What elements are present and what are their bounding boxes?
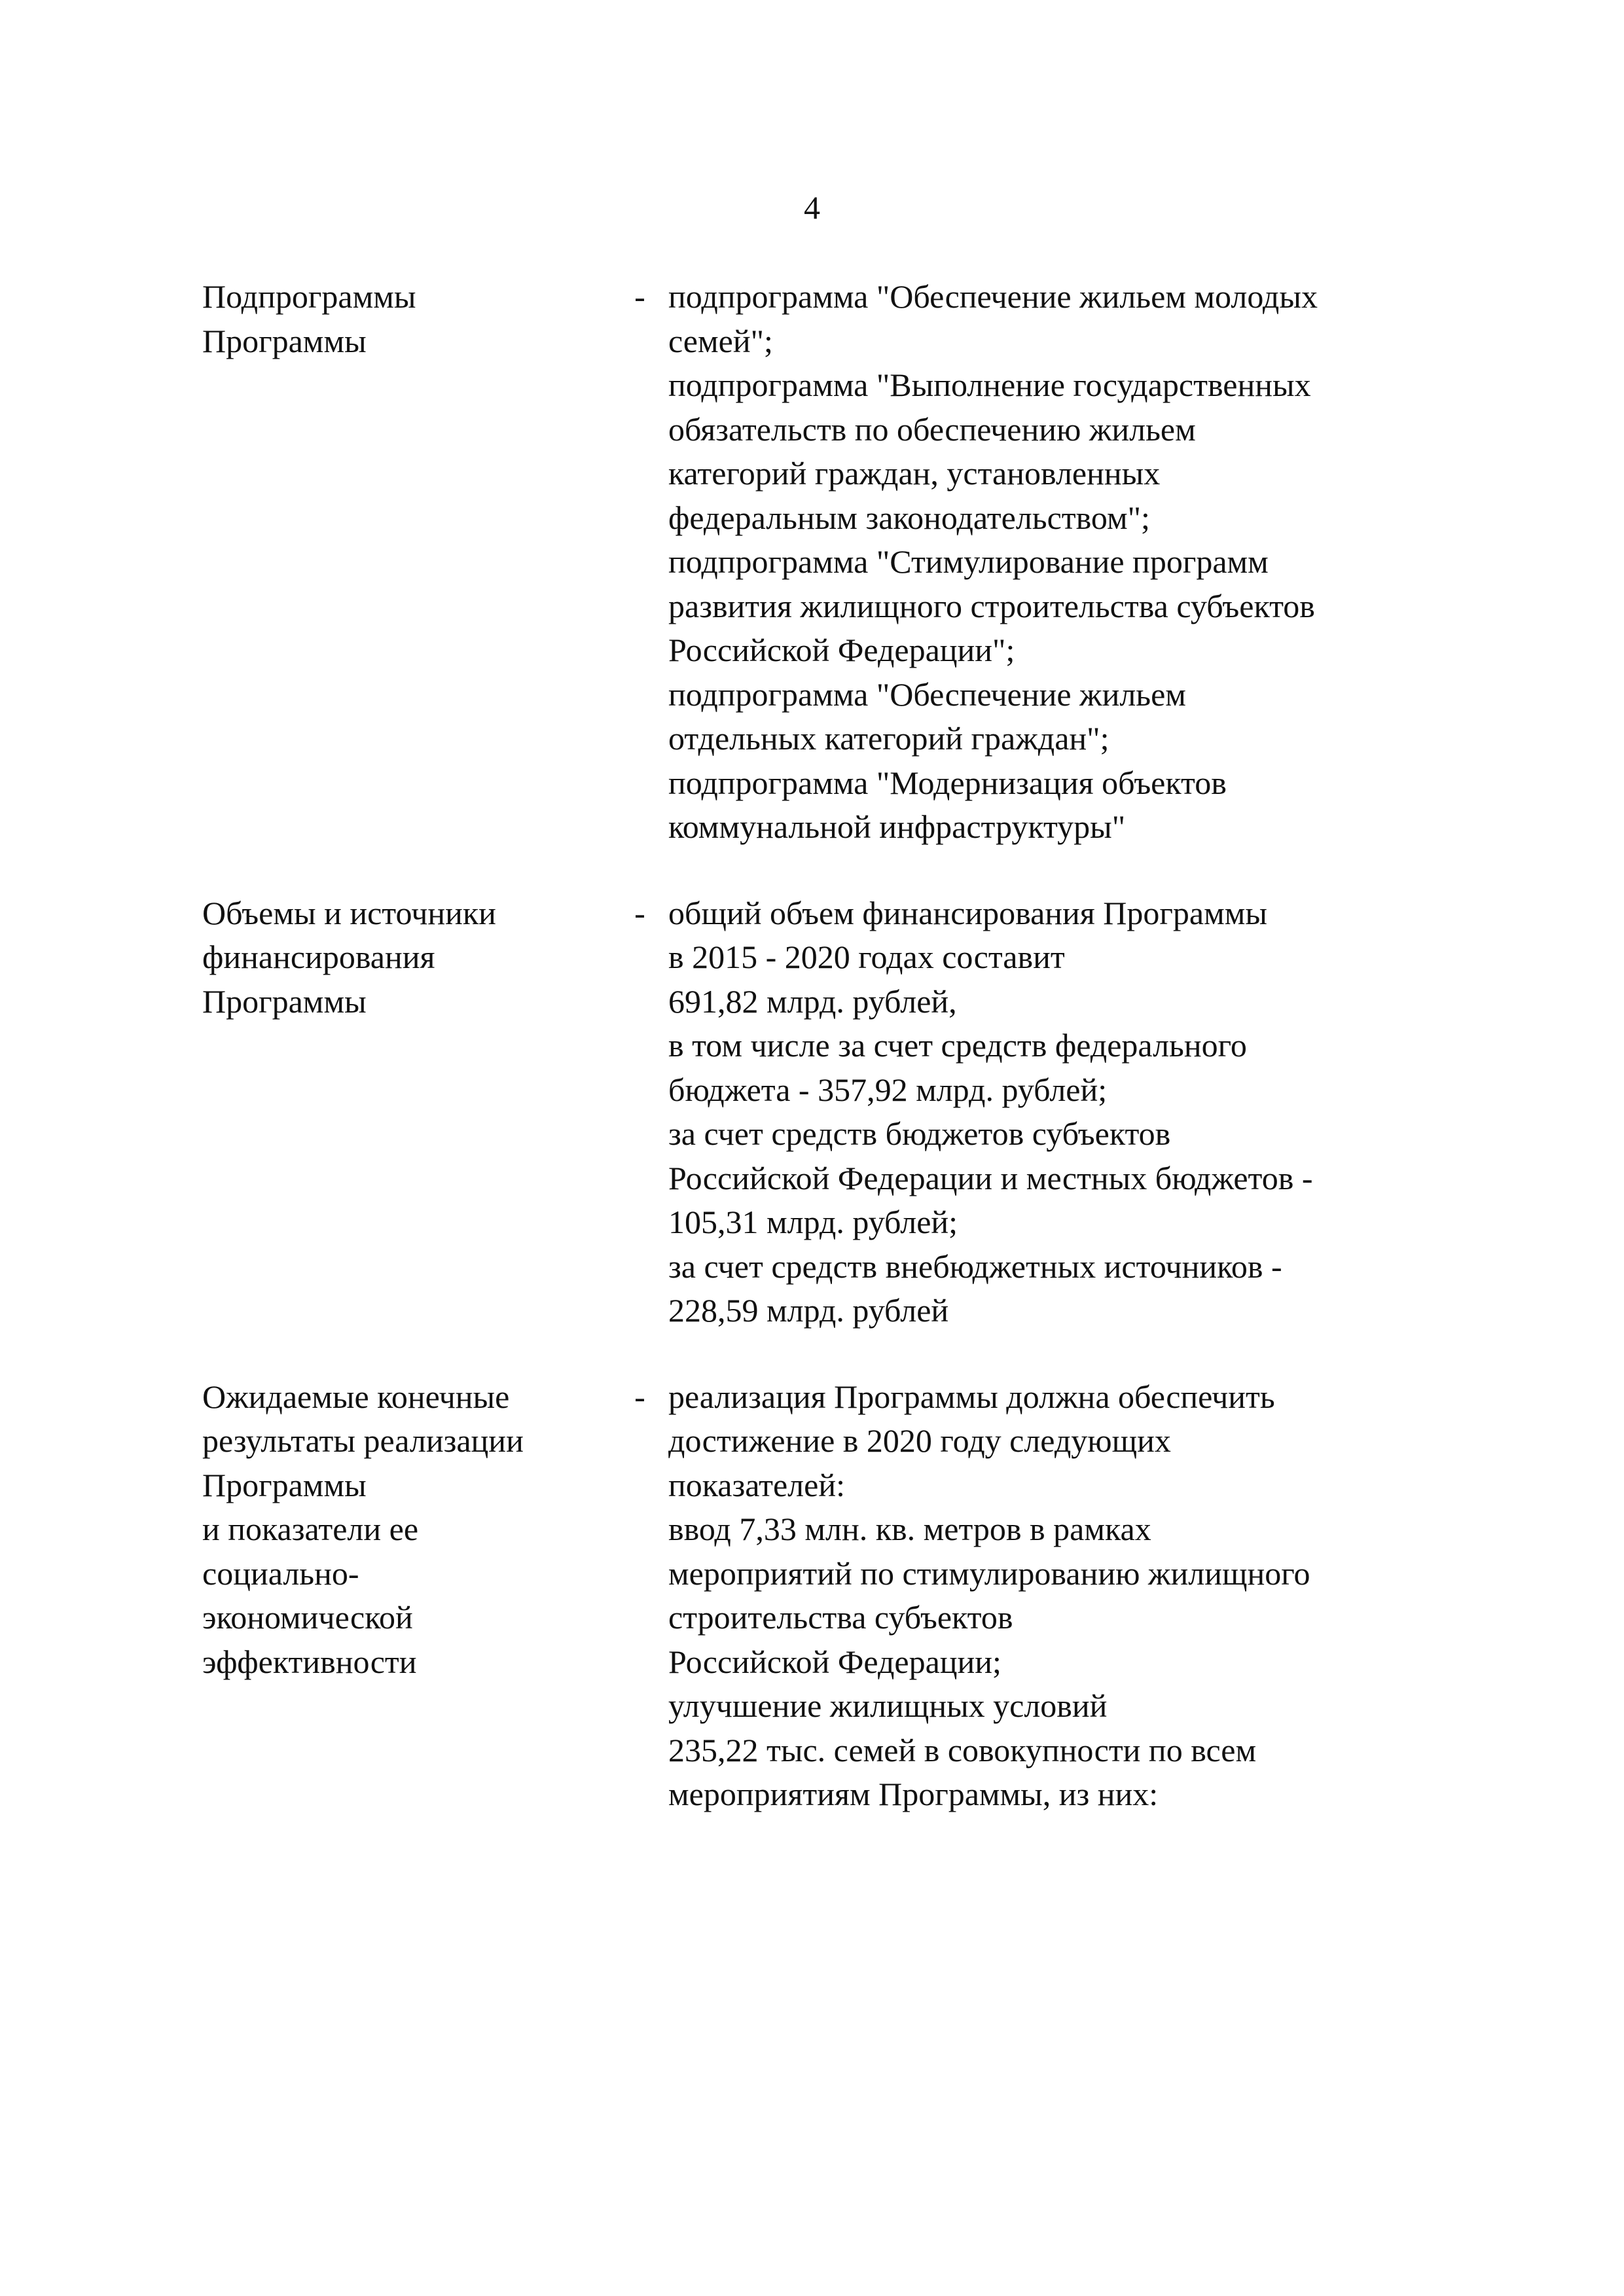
row-label: Подпрограммы Программы bbox=[202, 278, 416, 359]
row-content bbox=[668, 275, 1446, 850]
content-line: категорий граждан, установленных bbox=[668, 455, 1161, 492]
content-line: улучшение жилищных условий bbox=[668, 1687, 1108, 1724]
content-line: 228,59 млрд. рублей bbox=[668, 1292, 949, 1329]
row-dash: - bbox=[634, 278, 645, 315]
passport-row-funding bbox=[202, 891, 1446, 1333]
content-line: подпрограмма "Модернизация объектов bbox=[668, 764, 1227, 801]
row-label: Ожидаемые конечные результаты реализации Программы и показатели ее социально- экономической эффективности bbox=[202, 1378, 524, 1680]
content-line: мероприятий по стимулированию жилищного bbox=[668, 1554, 1310, 1592]
content-line: подпрограмма "Выполнение государственных bbox=[668, 367, 1311, 403]
content-line: Российской Федерации и местных бюджетов - bbox=[668, 1159, 1313, 1196]
passport-row-subprograms bbox=[202, 275, 1446, 850]
row-dash: - bbox=[634, 1378, 645, 1415]
content-line: в том числе за счет средств федерального bbox=[668, 1027, 1247, 1064]
page-number: 4 bbox=[804, 189, 820, 226]
content-line: достижение в 2020 году следующих bbox=[668, 1422, 1171, 1459]
content-line: бюджета - 357,92 млрд. рублей; bbox=[668, 1071, 1108, 1108]
content-line: общий объем финансирования Программы bbox=[668, 894, 1267, 931]
content-line: коммунальной инфраструктуры" bbox=[668, 808, 1126, 845]
row-content bbox=[668, 1375, 1446, 1817]
content-line: обязательств по обеспечению жильем bbox=[668, 410, 1196, 448]
content-line: семей"; bbox=[668, 322, 773, 359]
content-line: ввод 7,33 млн. кв. метров в рамках bbox=[668, 1511, 1151, 1547]
content-line: 691,82 млрд. рублей, bbox=[668, 982, 957, 1020]
content-line: подпрограмма "Стимулирование программ bbox=[668, 543, 1269, 580]
row-label: Объемы и источники финансирования Программы bbox=[202, 894, 496, 1020]
passport-row-expected-results bbox=[202, 1375, 1446, 1817]
program-passport-table bbox=[202, 275, 1446, 1859]
content-line: в 2015 - 2020 годах составит bbox=[668, 939, 1065, 975]
row-dash: - bbox=[634, 894, 645, 931]
content-line: подпрограмма "Обеспечение жильем молодых bbox=[668, 278, 1318, 315]
content-line: развития жилищного строительства субъектов bbox=[668, 587, 1315, 624]
content-line: показателей: bbox=[668, 1466, 845, 1503]
row-content bbox=[668, 891, 1446, 1333]
content-line: за счет средств внебюджетных источников - bbox=[668, 1247, 1282, 1285]
content-line: мероприятиям Программы, из них: bbox=[668, 1776, 1159, 1812]
content-line: строительства субъектов bbox=[668, 1599, 1013, 1636]
content-line: отдельных категорий граждан"; bbox=[668, 720, 1110, 757]
content-line: за счет средств бюджетов субъектов bbox=[668, 1115, 1171, 1152]
content-line: реализация Программы должна обеспечить bbox=[668, 1378, 1275, 1415]
content-line: подпрограмма "Обеспечение жильем bbox=[668, 675, 1186, 713]
content-line: федеральным законодательством"; bbox=[668, 499, 1150, 536]
content-line: 105,31 млрд. рублей; bbox=[668, 1204, 958, 1240]
content-line: Российской Федерации; bbox=[668, 1643, 1001, 1680]
content-line: Российской Федерации"; bbox=[668, 632, 1015, 668]
content-line: 235,22 тыс. семей в совокупности по всем bbox=[668, 1731, 1257, 1768]
